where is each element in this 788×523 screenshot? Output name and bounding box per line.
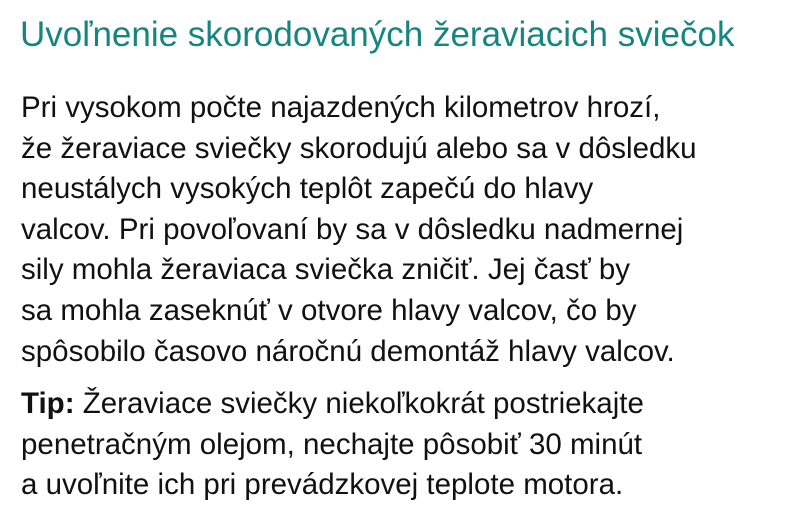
- page-title: Uvoľnenie skorodovaných žeraviacich sviečok: [20, 15, 735, 54]
- tip-text: Žeraviace sviečky niekoľkokrát postriekajte: [74, 387, 644, 420]
- tip-line: [21, 384, 644, 425]
- tip-label: Tip:: [21, 387, 75, 420]
- paragraph-line: sa mohla zaseknúť v otvore hlavy valcov, čo by: [21, 293, 637, 327]
- paragraph-line: sily mohla žeraviaca sviečka zničiť. Jej časť by: [21, 253, 631, 287]
- tip-paragraph: [21, 384, 644, 506]
- paragraph-line: Pri vysokom počte najazdených kilometrov hrozí,: [21, 91, 661, 124]
- tip-line: a uvoľnite ich pri prevádzkovej teplote motora.: [21, 468, 624, 502]
- paragraph-line: neustálych vysokých teplôt zapečú do hlavy: [21, 172, 594, 206]
- paragraph-line: spôsobilo časovo náročnú demontáž hlavy valcov.: [21, 334, 675, 368]
- tip-line: penetračným olejom, nechajte pôsobiť 30 minút: [21, 427, 643, 461]
- paragraph-line: že žeraviace sviečky skorodujú alebo sa v dôsledku: [21, 131, 697, 165]
- paragraph-line: valcov. Pri povoľovaní by sa v dôsledku nadmernej: [21, 212, 684, 246]
- body-paragraph: [21, 88, 697, 372]
